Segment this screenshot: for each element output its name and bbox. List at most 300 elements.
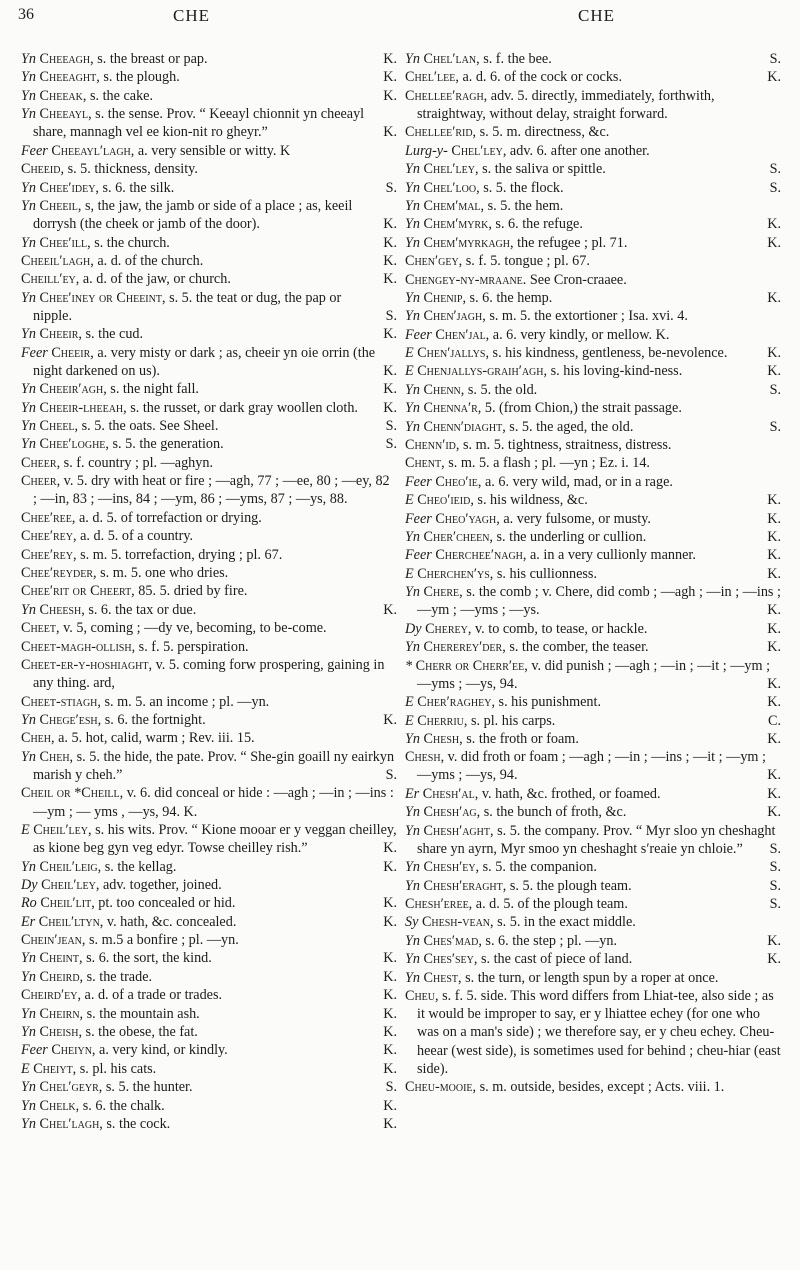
- definition: 5. (from Chion,) the strait passage.: [484, 400, 682, 417]
- entry-text: [21, 730, 255, 746]
- dictionary-entry: [405, 454, 781, 472]
- entry-prefix: Yn: [405, 528, 420, 545]
- entry-text: [21, 950, 230, 966]
- dictionary-entry: [21, 344, 397, 380]
- dictionary-entry: [405, 712, 781, 730]
- entry-prefix: Lurg-y-: [405, 142, 448, 159]
- entry-prefix: *: [405, 657, 413, 674]
- entry-text: [21, 418, 236, 434]
- entry-prefix: Yn: [21, 51, 36, 67]
- entry-prefix: Yn: [21, 436, 36, 453]
- dictionary-entry: [21, 509, 397, 527]
- entry-text: [21, 69, 198, 85]
- source-tag: K.: [383, 968, 397, 985]
- definition: a. d. of the church.: [97, 252, 204, 269]
- entry-text: [405, 474, 673, 490]
- definition: s. the froth or foam.: [466, 730, 579, 747]
- definition: s. 5. m. directness, &c.: [479, 124, 610, 141]
- source-tag: K.: [767, 547, 781, 564]
- dictionary-entry: [405, 326, 781, 344]
- entry-text: [405, 786, 679, 802]
- entry-text: [405, 198, 563, 214]
- definition: s. the trade.: [86, 968, 153, 985]
- entry-text: [21, 198, 352, 232]
- source-tag: K.: [767, 804, 781, 821]
- entry-text: [21, 987, 240, 1003]
- headword: Cheu,: [405, 987, 439, 1004]
- entry-text: [21, 657, 384, 691]
- headword: Chesh′aght,: [423, 822, 494, 839]
- entry-text: [405, 492, 606, 508]
- dictionary-entry: [21, 252, 397, 270]
- dictionary-entry: [405, 565, 781, 583]
- headword: Ches′mad,: [423, 932, 482, 949]
- source-tag: S.: [769, 161, 781, 178]
- dictionary-entry: [405, 179, 781, 197]
- entry-text: [21, 235, 188, 251]
- source-tag: K.: [767, 694, 781, 711]
- entry-text: [405, 143, 650, 159]
- dictionary-entry: [21, 1023, 397, 1041]
- dictionary-entry: [405, 803, 781, 821]
- entry-text: [21, 1042, 246, 1058]
- dictionary-entry: [405, 436, 781, 454]
- headword: Cheeagh,: [39, 51, 94, 67]
- entry-prefix: Yn: [405, 418, 420, 435]
- entry-prefix: Yn: [21, 1024, 36, 1041]
- definition: s. m. outside, besides, except ; Acts. viii. 1.: [479, 1079, 725, 1096]
- headword: Chel′lan,: [423, 51, 480, 67]
- headword: Cheil or *Cheill,: [21, 785, 124, 802]
- headword: Cheeayl,: [39, 106, 92, 123]
- dictionary-entry: [405, 877, 781, 895]
- source-tag: K.: [767, 363, 781, 380]
- entry-prefix: E: [405, 345, 414, 362]
- headword: Cheeir′agh,: [39, 381, 107, 398]
- entry-text: [21, 143, 290, 159]
- dictionary-entry: [21, 656, 397, 692]
- dictionary-entry: [405, 215, 781, 233]
- entry-text: [21, 345, 375, 379]
- definition: a. very kind, or kindly.: [99, 1042, 228, 1059]
- entry-text: [21, 969, 170, 985]
- entry-text: [21, 620, 327, 636]
- headword: Chege′esh,: [39, 711, 102, 728]
- entry-prefix: Yn: [21, 326, 36, 343]
- source-tag: K.: [767, 565, 781, 582]
- entry-prefix: Yn: [21, 601, 36, 618]
- headword: Chest,: [423, 969, 462, 986]
- entry-text: [405, 290, 570, 306]
- dictionary-entry: [21, 968, 397, 986]
- definition: a. d. 5. of a country.: [80, 528, 194, 545]
- entry-text: [405, 658, 770, 692]
- definition: s. the kellag.: [104, 858, 177, 875]
- headword: Chenjallys-graih′agh,: [417, 363, 548, 380]
- dictionary-entry: [405, 748, 781, 784]
- source-tag: K.: [383, 913, 397, 930]
- entry-text: [21, 1061, 174, 1077]
- headword: Chem′mal,: [423, 197, 485, 214]
- definition: s. m. 5. the extortioner ; Isa. xvi. 4.: [489, 308, 688, 325]
- dictionary-entry: [21, 1041, 397, 1059]
- definition: a. very sensible or witty. K: [137, 142, 291, 159]
- entry-text: [21, 1024, 216, 1040]
- headword: Chel′lee,: [405, 69, 459, 86]
- entry-text: [21, 583, 247, 599]
- dictionary-entry: [21, 894, 397, 912]
- headword: Cheet-magh-ollish,: [21, 638, 136, 655]
- dictionary-entry: [21, 417, 397, 435]
- definition: a. d. 5. of the plough team.: [475, 896, 628, 913]
- definition: v. 5, coming ; —dy ve, becoming, to be-come.: [63, 620, 327, 637]
- source-tag: K.: [767, 492, 781, 509]
- dictionary-entry: [405, 123, 781, 141]
- source-tag: K.: [767, 620, 781, 637]
- entry-text: [21, 547, 282, 563]
- definition: v. 5. dry with heat or fire ; —agh, 77 ; —ee, 80 ; —ey, 82 ; —in, 83 ; —ins, 84 ; —ym, 86 ; —yms, 87 ; —ys, 88.: [33, 473, 390, 508]
- source-tag: K.: [767, 216, 781, 233]
- definition: a. very misty or dark ; as, cheeir yn oie orrin (the night darkened on us).: [33, 344, 376, 379]
- headword: Cheil′leig,: [39, 858, 102, 875]
- entry-text: [21, 639, 249, 655]
- source-tag: K.: [383, 234, 397, 251]
- dictionary-entry: [21, 821, 397, 857]
- definition: v. did froth or foam ; —agh ; —in ; —ins ; —it ; —ym ; —yms ; —ys, 94.: [417, 749, 766, 784]
- entry-text: [405, 327, 669, 343]
- entry-text: [405, 566, 615, 582]
- entry-text: [405, 584, 781, 618]
- entry-text: [21, 88, 171, 104]
- entry-prefix: Ro: [21, 895, 37, 912]
- dictionary-entry: [21, 711, 397, 729]
- definition: s. f. 5. perspiration.: [138, 638, 249, 655]
- source-tag: S.: [385, 307, 397, 324]
- source-tag: S.: [769, 859, 781, 876]
- headword: Chent,: [405, 455, 445, 472]
- definition: s. 5. the generation.: [112, 436, 224, 453]
- entry-text: [405, 51, 570, 67]
- dictionary-entry: [405, 234, 781, 252]
- definition: a. 6. very wild, mad, or in a rage.: [485, 473, 673, 490]
- source-tag: K.: [383, 51, 397, 67]
- entry-text: [405, 878, 650, 894]
- entry-text: [21, 180, 192, 196]
- headword: Cheet-er-y-hoshiaght,: [21, 656, 153, 673]
- source-tag: K.: [383, 87, 397, 104]
- definition: s. the turn, or length spun by a roper at once.: [465, 969, 719, 986]
- entry-prefix: Dy: [405, 620, 422, 637]
- source-tag: K.: [383, 950, 397, 967]
- entry-text: [405, 161, 624, 177]
- dictionary-entry: [405, 895, 781, 913]
- entry-text: [21, 51, 226, 67]
- headword: Chee′iney or Cheeint,: [39, 289, 166, 306]
- dictionary-entry: [405, 307, 781, 325]
- source-tag: K.: [767, 675, 781, 692]
- headword: Chere,: [423, 584, 463, 601]
- source-tag: S.: [385, 766, 397, 783]
- dictionary-entry: [21, 234, 397, 252]
- headword: Chenip,: [423, 289, 466, 306]
- entry-prefix: Yn: [405, 584, 420, 601]
- headword: Cheeaght,: [39, 69, 100, 86]
- dictionary-entry: [21, 289, 397, 325]
- dictionary-entry: [21, 179, 397, 197]
- entry-text: [405, 69, 640, 85]
- definition: s. pl. his cats.: [79, 1060, 157, 1077]
- definition: adv. 5. directly, immediately, forthwith, straightway, without delay, straight forward.: [417, 87, 715, 122]
- source-tag: K.: [383, 711, 397, 728]
- entry-prefix: Feer: [405, 547, 432, 564]
- definition: s. m. 5. an income ; pl. —yn.: [104, 693, 270, 710]
- definition: s. 5. the hide, the pate. Prov. “ She-gin goaill ny eairkyn marish y cheh.”: [33, 748, 395, 783]
- entry-prefix: Feer: [405, 510, 432, 527]
- dictionary-entry: [405, 822, 781, 858]
- dictionary-entry: [21, 1005, 397, 1023]
- entry-text: [21, 400, 376, 416]
- entry-prefix: Yn: [21, 399, 36, 416]
- dictionary-entry: [405, 399, 781, 417]
- definition: s. 6. the refuge.: [495, 216, 583, 233]
- headword: Cheish,: [39, 1024, 82, 1041]
- dictionary-entry: [21, 913, 397, 931]
- headword: Chengey-ny-mraane.: [405, 271, 527, 288]
- headword: Cheill′ey,: [21, 271, 80, 288]
- definition: s. 5. the company. Prov. “ Myr sloo yn cheshaght share yn ayrn, Myr smoo yn cheshaght s′reaie yn chloie.”: [417, 822, 776, 857]
- dictionary-entry: [21, 638, 397, 656]
- definition: s. m.5 a bonfire ; pl. —yn.: [89, 932, 239, 949]
- dictionary-entry: [405, 344, 781, 362]
- headword: Cheeak,: [39, 87, 87, 104]
- entry-prefix: Yn: [405, 804, 420, 821]
- entry-text: [405, 731, 597, 747]
- definition: See Cron-craaee.: [529, 271, 627, 288]
- dictionary-entry: [21, 435, 397, 453]
- definition: s. the saliva or spittle.: [482, 161, 606, 178]
- definition: v. 6. did conceal or hide : —agh ; —in ; —ins : —ym ; — yms , —ys, 94. K.: [33, 785, 394, 820]
- headword: Cheeir,: [51, 344, 94, 361]
- entry-text: [21, 381, 217, 397]
- dictionary-entry: [21, 197, 397, 233]
- dictionary-entry: [21, 270, 397, 288]
- definition: s. 5. the aged, the old.: [509, 418, 634, 435]
- headword: Chen′jagh,: [423, 308, 486, 325]
- entry-prefix: Yn: [405, 822, 420, 839]
- entry-text: [21, 602, 214, 618]
- dictionary-entry: [405, 913, 781, 931]
- source-tag: K.: [383, 1005, 397, 1022]
- headword: Chee′loghe,: [39, 436, 109, 453]
- headword: Chem′myrk,: [423, 216, 492, 233]
- definition: s. his punishment.: [498, 694, 602, 711]
- entry-text: [405, 363, 700, 379]
- definition: s. his loving-kind-ness.: [550, 363, 683, 380]
- entry-prefix: Yn: [21, 950, 36, 967]
- headword: Cheird′ey,: [21, 987, 81, 1004]
- entry-prefix: Yn: [21, 748, 36, 765]
- definition: s. his wildness, &c.: [477, 492, 588, 509]
- headword: Cheo′ieid,: [417, 492, 474, 509]
- entry-text: [21, 106, 364, 140]
- definition: s. 5. the plough team.: [509, 877, 632, 894]
- headword: Chellee′rid,: [405, 124, 477, 141]
- entry-prefix: Yn: [405, 289, 420, 306]
- definition: s. the russet, or dark gray woollen cloth.: [130, 399, 358, 416]
- dictionary-entry: [21, 87, 397, 105]
- headword: Chenn,: [423, 381, 465, 398]
- entry-prefix: E: [405, 565, 414, 582]
- dictionary-entry: [405, 87, 781, 123]
- headword: Cher′cheen,: [423, 528, 493, 545]
- source-tag: K.: [383, 1024, 397, 1041]
- headword: Chee′idey,: [39, 179, 99, 196]
- headword: Chee′rey,: [21, 528, 77, 545]
- definition: a. 6. very kindly, or mellow. K.: [492, 326, 670, 343]
- definition: s. the comb ; v. Chere, did comb ; —agh ; —in ; —ins ; —ym ; —yms ; —ys.: [417, 584, 781, 619]
- definition: s. the comber, the teaser.: [509, 639, 649, 656]
- definition: s. 5. the flock.: [483, 179, 564, 196]
- definition: s. 6. the fortnight.: [104, 711, 206, 728]
- entry-text: [405, 180, 582, 196]
- entry-text: [21, 1116, 188, 1132]
- definition: s. m. 5. a flash ; pl. —yn ; Ez. i. 14.: [448, 455, 650, 472]
- source-tag: K.: [383, 895, 397, 912]
- entry-prefix: Yn: [21, 1115, 36, 1132]
- dictionary-entry: [21, 399, 397, 417]
- entry-prefix: Dy: [21, 876, 38, 893]
- entry-text: [405, 253, 590, 269]
- entry-text: [405, 933, 635, 949]
- entry-text: [21, 1098, 183, 1114]
- source-tag: K.: [383, 252, 397, 269]
- dictionary-entry: [21, 527, 397, 545]
- source-tag: K.: [767, 510, 781, 527]
- headword: Chesh-vean,: [421, 914, 494, 931]
- headword: Cheer,: [21, 473, 61, 490]
- source-tag: K.: [767, 528, 781, 545]
- dictionary-entry: [405, 969, 781, 987]
- source-tag: K.: [767, 234, 781, 251]
- source-tag: K.: [383, 1115, 397, 1132]
- headword: Chee′ree,: [21, 509, 76, 526]
- dictionary-entry: [21, 693, 397, 711]
- entry-text: [21, 528, 193, 544]
- definition: a. very fulsome, or musty.: [503, 510, 651, 527]
- definition: s. 6. the tax or due.: [88, 601, 197, 618]
- headword: Chel′geyr,: [39, 1079, 103, 1096]
- definition: s. the obese, the fat.: [85, 1024, 198, 1041]
- definition: v. hath, &c. concealed.: [106, 913, 237, 930]
- entry-prefix: Yn: [21, 1079, 36, 1096]
- dictionary-entry: [405, 50, 781, 68]
- entry-text: [405, 694, 619, 710]
- entry-text: [21, 785, 394, 819]
- headword: Chen′gey,: [405, 253, 463, 270]
- definition: a. in a very cullionly manner.: [530, 547, 696, 564]
- definition: s. 5. the hem.: [487, 197, 564, 214]
- headword: Cherr or Cherr′ee,: [415, 657, 528, 674]
- headword: Chen′jal,: [435, 326, 490, 343]
- headword: Chee′ill,: [39, 234, 91, 251]
- entry-prefix: Yn: [405, 308, 420, 325]
- headword: Cheirn,: [39, 1005, 84, 1022]
- dictionary-entry: [21, 601, 397, 619]
- dictionary-entry: [405, 950, 781, 968]
- entry-prefix: Yn: [405, 381, 420, 398]
- entry-text: [21, 1006, 218, 1022]
- dictionary-entry: [21, 1078, 397, 1096]
- entry-prefix: Yn: [21, 968, 36, 985]
- headword: Chel′ley,: [451, 142, 507, 159]
- dictionary-entry: [405, 546, 781, 564]
- definition: s. the plough.: [103, 69, 180, 86]
- dictionary-entry: [21, 582, 397, 600]
- source-tag: K.: [383, 216, 397, 233]
- definition: v. to comb, to tease, or hackle.: [474, 620, 648, 637]
- definition: v. 5. coming forw prospering, gaining in any thing. ard,: [33, 656, 385, 692]
- definition: s. the mountain ash.: [86, 1005, 200, 1022]
- dictionary-entry: [405, 785, 781, 803]
- entry-prefix: E: [21, 1060, 30, 1077]
- entry-text: [405, 970, 718, 986]
- entry-prefix: Yn: [21, 1097, 36, 1114]
- source-tag: C.: [767, 712, 781, 729]
- entry-prefix: Sy: [405, 914, 419, 931]
- entry-prefix: Yn: [21, 418, 36, 435]
- dictionary-entry: [21, 876, 397, 894]
- entry-text: [21, 565, 228, 581]
- source-tag: K.: [767, 602, 781, 619]
- entry-text: [405, 621, 665, 637]
- source-tag: S.: [769, 877, 781, 894]
- headword: Cheint,: [39, 950, 83, 967]
- headword: Chelk,: [39, 1097, 80, 1114]
- source-tag: K.: [767, 932, 781, 949]
- entry-text: [405, 272, 627, 288]
- entry-text: [405, 749, 766, 783]
- dictionary-entry: [405, 271, 781, 289]
- source-tag: S.: [769, 896, 781, 913]
- entry-text: [405, 713, 573, 729]
- source-tag: K.: [383, 840, 397, 857]
- definition: the refugee ; pl. 71.: [517, 234, 628, 251]
- entry-text: [21, 473, 390, 507]
- dictionary-entry: [405, 657, 781, 693]
- entry-text: [21, 822, 397, 856]
- right-column: [405, 50, 781, 1097]
- definition: s. 6. the chalk.: [82, 1097, 165, 1114]
- dictionary-entry: [405, 528, 781, 546]
- entry-prefix: Feer: [405, 473, 432, 490]
- entry-prefix: Er: [405, 785, 420, 802]
- definition: s. m. 5. torrefaction, drying ; pl. 67.: [80, 546, 283, 563]
- headword: Chee′rit or Cheert,: [21, 583, 135, 600]
- entry-prefix: E: [405, 492, 414, 509]
- definition: s. his cullionness.: [496, 565, 597, 582]
- headword: Chesh′eraght,: [423, 877, 507, 894]
- entry-prefix: Yn: [405, 216, 420, 233]
- entry-prefix: Yn: [21, 1005, 36, 1022]
- entry-prefix: Yn: [405, 234, 420, 251]
- dictionary-entry: [405, 197, 781, 215]
- entry-text: [21, 1079, 211, 1095]
- source-tag: K.: [383, 1042, 397, 1059]
- entry-prefix: Yn: [21, 87, 36, 104]
- entry-text: [405, 639, 667, 655]
- source-tag: K.: [767, 785, 781, 802]
- headword: Cheil′ltyn,: [38, 913, 104, 930]
